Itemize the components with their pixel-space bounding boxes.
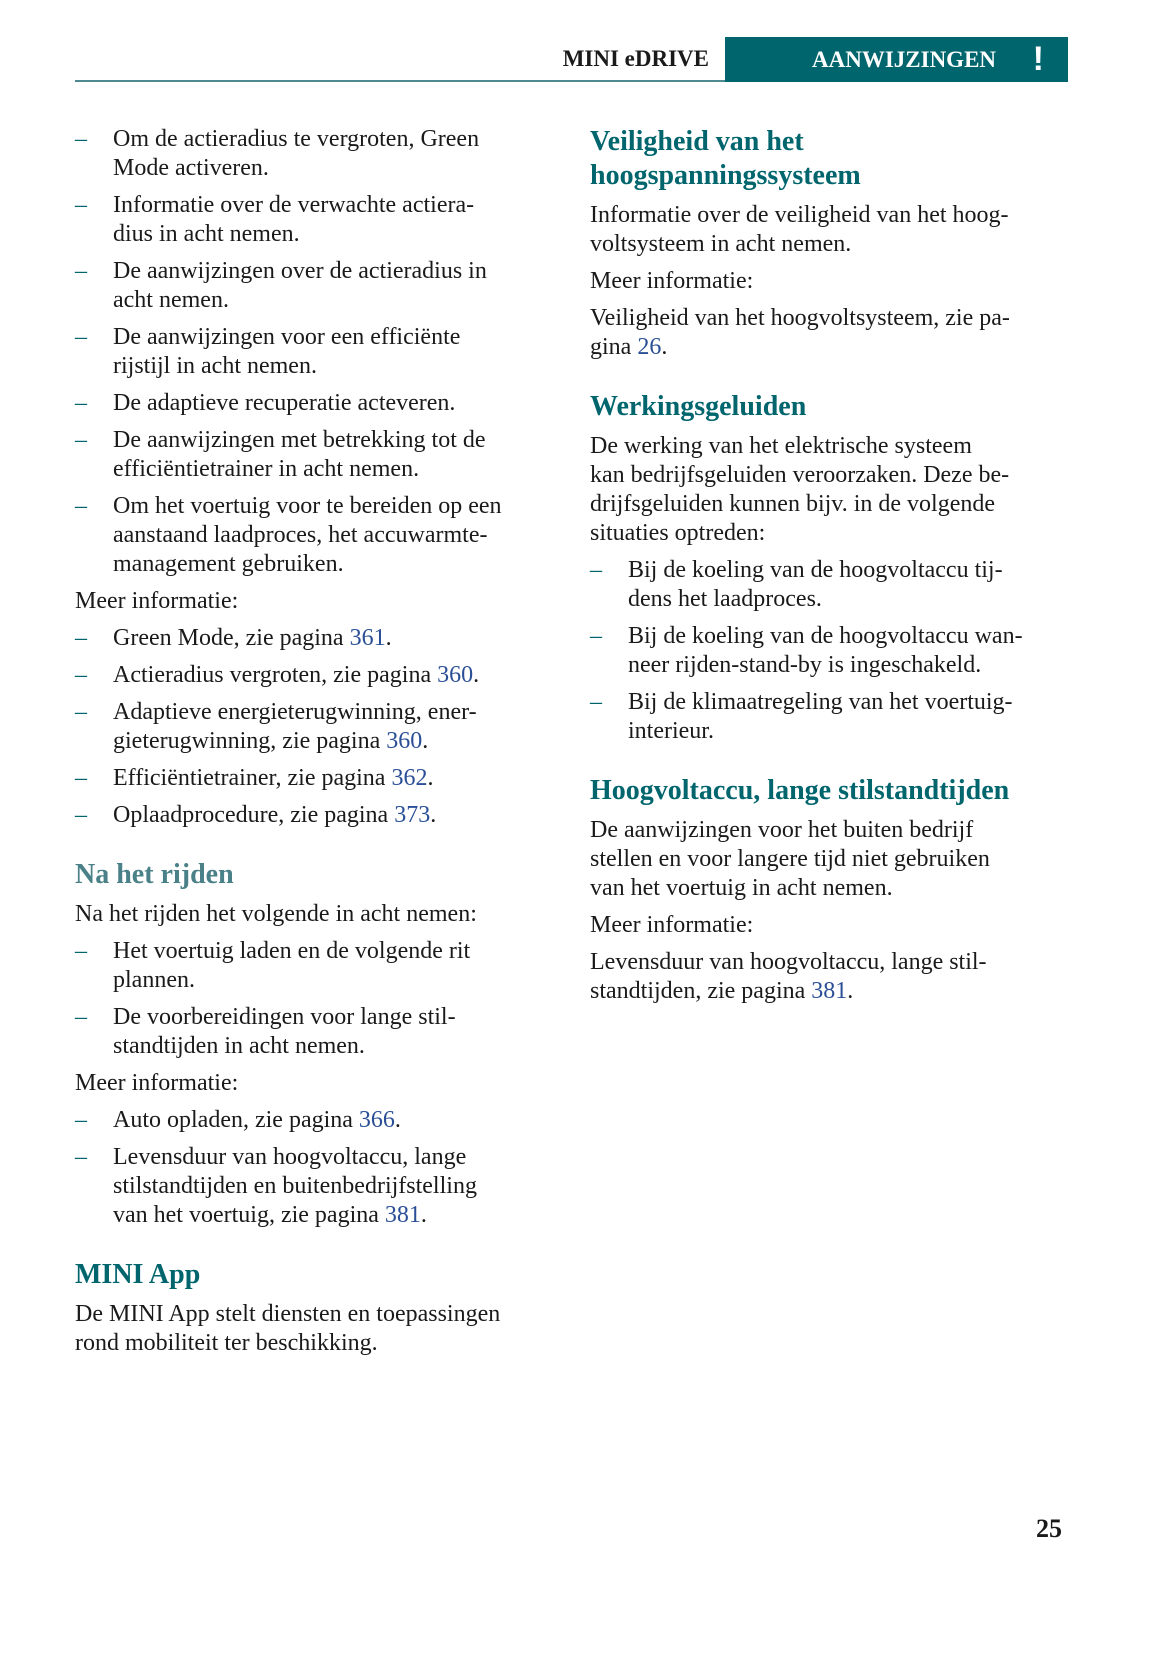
text-line [590,461,1070,490]
line-text: rond mobiliteit ter beschikking. [75,1330,378,1356]
line-text: Efficiëntietrainer, zie pagina [113,765,392,791]
line-text: Bij de koeling van de hoogvoltaccu wan- [628,623,1023,649]
text-line [113,125,565,154]
page-reference-link[interactable]: 361 [349,625,386,651]
line-text: acht nemen. [113,287,229,313]
line-text: Bij de koeling van de hoogvoltaccu tij- [628,557,1003,583]
paragraph [590,201,1070,259]
text-line [75,1258,565,1292]
text-line [113,624,565,653]
text-line [590,159,1070,193]
text-line [113,455,565,484]
text-line [628,688,1070,717]
text-line [113,220,565,249]
text-line [590,816,1070,845]
text-line [75,1300,565,1329]
line-text: situaties optreden: [590,520,766,546]
bullet-dash-icon: – [590,557,602,583]
page-reference-link[interactable]: 381 [811,978,848,1004]
left-column [75,125,565,1358]
text-line [113,1143,565,1172]
text-line [113,257,565,286]
text-line [590,230,1070,259]
text-line [113,426,565,455]
header-section-title: MINI eDRIVE [562,46,709,71]
line-text: Na het rijden het volgende in acht nemen: [75,901,477,927]
line-text: standtijden in acht nemen. [113,1033,365,1059]
bullet-dash-icon: – [75,699,87,725]
line-text: Om de actieradius te vergroten, Green [113,126,480,152]
bullet-dash-icon: – [75,625,87,651]
page-number: 25 [1036,1514,1062,1543]
line-text: Meer informatie: [590,268,754,294]
list-item [75,125,565,183]
section-heading [75,1258,565,1292]
section-heading [590,390,1070,424]
line-text: Green Mode, zie pagina [113,625,350,651]
page-reference-link[interactable]: 381 [384,1202,421,1228]
text-line [113,1032,565,1061]
line-text: Hoogvoltaccu, lange stilstandtijden [590,775,1010,806]
text-line [113,966,565,995]
line-text: Na het rijden [75,859,234,890]
section-heading [590,125,1070,193]
text-line [628,556,1070,585]
text-line [590,911,1070,940]
list-item [75,698,565,756]
right-column [590,125,1070,1006]
text-line [113,764,565,793]
bullet-dash-icon: – [75,1107,87,1133]
exclamation-icon: ! [1032,40,1044,78]
text-line [590,304,1070,333]
list-item [75,764,565,793]
line-text: Meer informatie: [75,1070,239,1096]
bullet-dash-icon: – [75,126,87,152]
paragraph [590,432,1070,548]
paragraph [75,1300,565,1358]
bullet-dash-icon: – [590,689,602,715]
line-text: Bij de klimaatregeling van het voertuig- [628,689,1013,715]
link-suffix: . [473,662,480,688]
list-item [75,1106,565,1135]
line-text: efficiëntietrainer in acht nemen. [113,456,420,482]
paragraph [75,1069,565,1098]
list-item [75,191,565,249]
text-line [628,651,1070,680]
paragraph [75,587,565,616]
line-text: De aanwijzingen voor het buiten bedrijf [590,817,974,843]
link-suffix: . [385,625,392,651]
text-line [590,774,1070,808]
line-text: van het voertuig, zie pagina [113,1202,385,1228]
text-line [113,550,565,579]
link-suffix: . [427,765,434,791]
line-text: De aanwijzingen over de actieradius in [113,258,487,284]
bullet-dash-icon: – [590,623,602,649]
text-line [75,587,565,616]
line-text: Veiligheid van het hoogvoltsysteem, zie pa- [590,305,1010,331]
line-text: standtijden, zie pagina [590,978,812,1004]
text-line [113,1201,565,1230]
text-line [590,432,1070,461]
list-item [590,556,1070,614]
paragraph [590,948,1070,1006]
text-line [590,267,1070,296]
paragraph [590,304,1070,362]
line-text: Het voertuig laden en de volgende rit [113,938,471,964]
text-line [590,874,1070,903]
line-text: De aanwijzingen met betrekking tot de [113,427,486,453]
list-item [75,624,565,653]
text-line [113,191,565,220]
link-suffix: . [661,334,668,360]
bullet-dash-icon: – [75,192,87,218]
text-line [113,727,565,756]
text-line [628,622,1070,651]
line-text: Levensduur van hoogvoltaccu, lange [113,1144,467,1170]
text-line [113,801,565,830]
text-line [113,661,565,690]
list-item [75,661,565,690]
text-line [590,948,1070,977]
link-suffix: . [394,1107,401,1133]
line-text: Actieradius vergroten, zie pagina [113,662,438,688]
header-chapter-title: AANWIJZINGEN [812,47,997,72]
line-text: MINI App [75,1259,201,1290]
text-line [113,698,565,727]
link-suffix: . [430,802,437,828]
header-chapter-tab [725,37,1068,82]
text-line [590,490,1070,519]
line-text: aanstaand laadproces, het accuwarmte- [113,522,488,548]
text-line [113,1172,565,1201]
list-item [75,389,565,418]
line-text: kan bedrijfsgeluiden veroorzaken. Deze be- [590,462,1010,488]
line-text: dens het laadproces. [628,586,822,612]
line-text: plannen. [113,967,195,993]
page-reference-link[interactable]: 362 [391,765,428,791]
line-text: hoogspanningssysteem [590,160,861,191]
line-text: Levensduur van hoogvoltaccu, lange stil- [590,949,987,975]
bullet-dash-icon: – [75,938,87,964]
text-line [113,521,565,550]
line-text: Informatie over de verwachte actiera- [113,192,475,218]
list-item [75,426,565,484]
page-reference-link[interactable]: 366 [358,1107,395,1133]
list-item [590,622,1070,680]
bullet-dash-icon: – [75,802,87,828]
text-line [113,323,565,352]
bullet-dash-icon: – [75,765,87,791]
page-reference-link[interactable]: 26 [637,334,662,360]
line-text: Auto opladen, zie pagina [113,1107,359,1133]
line-text: Informatie over de veiligheid van het hoog- [590,202,1009,228]
text-line [628,717,1070,746]
text-line [75,858,565,892]
line-text: neer rijden-stand-by is ingeschakeld. [628,652,982,678]
text-line [590,333,1070,362]
list-item [75,492,565,579]
line-text: De MINI App stelt diensten en toepassingen [75,1301,501,1327]
text-line [113,492,565,521]
bullet-dash-icon: – [75,427,87,453]
text-line [590,125,1070,159]
list-item [590,688,1070,746]
paragraph [590,911,1070,940]
line-text: De aanwijzingen voor een efficiënte [113,324,461,350]
list-item [75,1143,565,1230]
line-text: Om het voertuig voor te bereiden op een [113,493,502,519]
bullet-dash-icon: – [75,390,87,416]
text-line [75,900,565,929]
text-line [590,390,1070,424]
line-text: gina [590,334,638,360]
paragraph [590,816,1070,903]
list-item [75,1003,565,1061]
page-reference-link[interactable]: 360 [437,662,474,688]
text-line [590,845,1070,874]
link-suffix: . [420,1202,427,1228]
line-text: voltsysteem in acht nemen. [590,231,852,257]
line-text: drijfsgeluiden kunnen bijv. in de volgende [590,491,996,517]
line-text: stilstandtijden en buitenbedrijfstelling [113,1173,477,1199]
line-text: Meer informatie: [75,588,239,614]
text-line [590,977,1070,1006]
line-text: rijstijl in acht nemen. [113,353,317,379]
text-line [628,585,1070,614]
text-line [113,352,565,381]
bullet-dash-icon: – [75,493,87,519]
text-line [113,154,565,183]
section-heading [590,774,1070,808]
line-text: Mode activeren. [113,155,269,181]
text-line [113,1003,565,1032]
paragraph [75,900,565,929]
line-text: Veiligheid van het [590,126,804,157]
text-line [590,201,1070,230]
line-text: De voorbereidingen voor lange stil- [113,1004,456,1030]
text-line [113,937,565,966]
line-text: Meer informatie: [590,912,754,938]
paragraph [590,267,1070,296]
line-text: Oplaadprocedure, zie pagina [113,802,395,828]
bullet-dash-icon: – [75,1144,87,1170]
text-line [75,1329,565,1358]
line-text: dius in acht nemen. [113,221,300,247]
text-line [113,286,565,315]
line-text: De adaptieve recuperatie acteveren. [113,390,456,416]
line-text: van het voertuig in acht nemen. [590,875,893,901]
line-text: De werking van het elektrische systeem [590,433,972,459]
line-text: interieur. [628,718,714,744]
list-item [75,323,565,381]
link-suffix: . [422,728,429,754]
page-reference-link[interactable]: 360 [386,728,423,754]
bullet-dash-icon: – [75,258,87,284]
list-item [75,257,565,315]
line-text: management gebruiken. [113,551,344,577]
subsection-heading [75,858,565,892]
bullet-dash-icon: – [75,1004,87,1030]
text-line [75,1069,565,1098]
list-item [75,801,565,830]
text-line [113,1106,565,1135]
text-line [113,389,565,418]
list-item [75,937,565,995]
link-suffix: . [847,978,854,1004]
line-text: stellen en voor langere tijd niet gebruiken [590,846,990,872]
text-line [590,519,1070,548]
bullet-dash-icon: – [75,324,87,350]
page-reference-link[interactable]: 373 [394,802,431,828]
line-text: Adaptieve energieterugwinning, ener- [113,699,477,725]
bullet-dash-icon: – [75,662,87,688]
line-text: Werkingsgeluiden [590,391,807,422]
line-text: gieterugwinning, zie pagina [113,728,387,754]
